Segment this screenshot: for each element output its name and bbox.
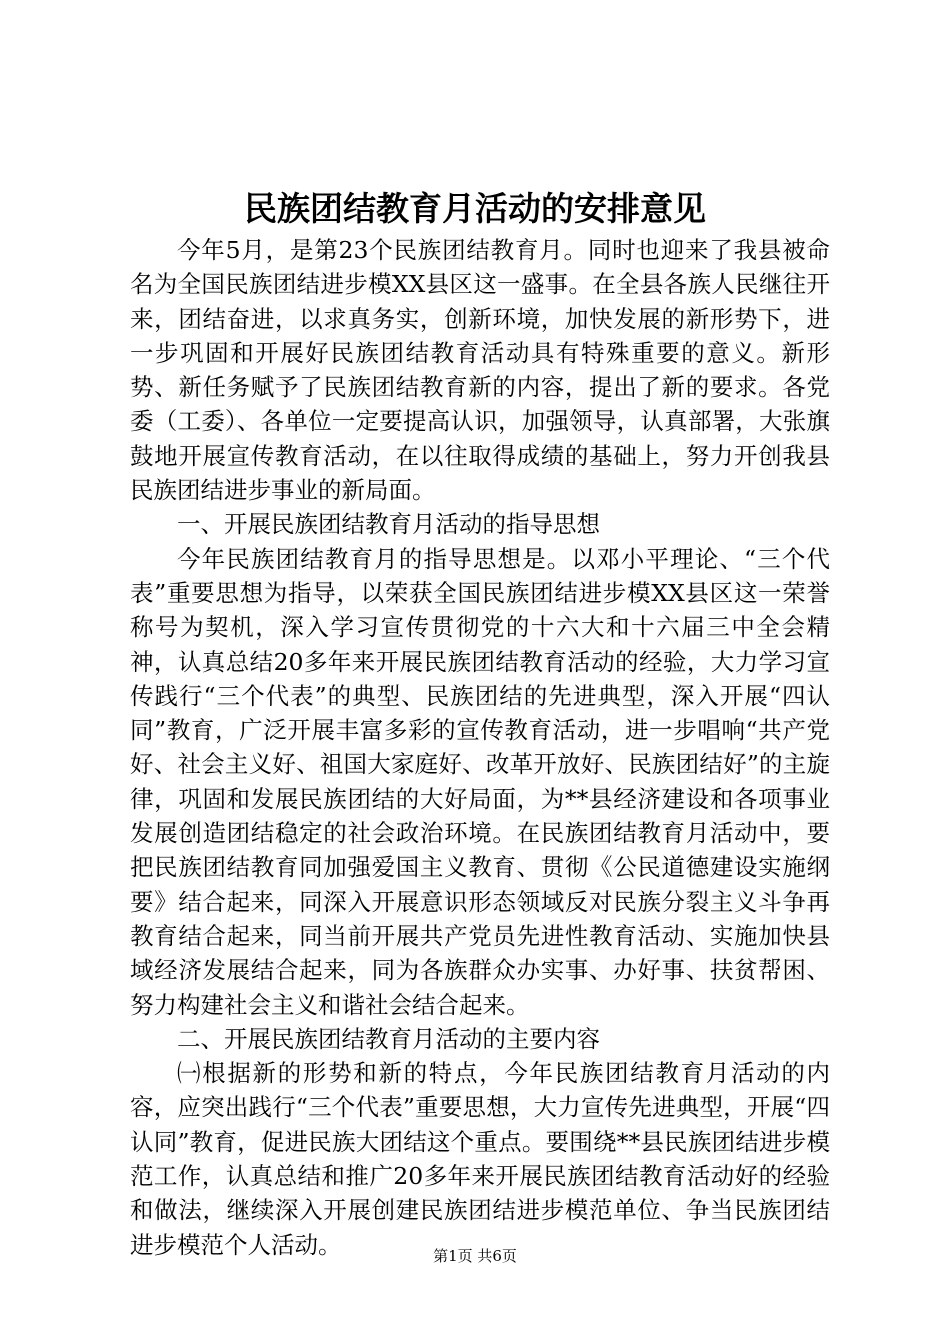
document-body xyxy=(130,233,830,1262)
section-heading-guiding-ideology: 一、开展民族团结教育月活动的指导思想 xyxy=(177,510,600,539)
guiding-ideology-paragraph: 今年民族团结教育月的指导思想是。以邓小平理论、“三个代表”重要思想为指导，以荣获全国民族团结进步模XX县区这一荣誉称号为契机，深入学习宣传贯彻党的十六大和十六届三中全会精神，认真总结20多年来开展民族团结教育活动的经验，大力学习宣传践行“三个代表”的典型、民族团结的先进典型，深入开展“四认同”教育，广泛开展丰富多彩的宣传教育活动，进一步唱响“共产党好、社会主义好、祖国大家庭好、改革开放好、民族团结好”的主旋律，巩固和发展民族团结的大好局面，为**县经济建设和各项事业发展创造团结稳定的社会政治环境。在民族团结教育月活动中，要把民族团结教育同加强爱国主义教育、贯彻《公民道德建设实施纲要》结合起来，同深入开展意识形态领域反对民族分裂主义斗争再教育结合起来，同当前开展共产党员先进性教育活动、实施加快县域经济发展结合起来，同为各族群众办实事、办好事、扶贫帮困、努力构建社会主义和谐社会结合起来。 xyxy=(130,544,830,1019)
intro-paragraph: 今年5月，是第23个民族团结教育月。同时也迎来了我县被命名为全国民族团结进步模XX县区这一盛事。在全县各族人民继往开来，团结奋进，以求真务实，创新环境，加快发展的新形势下，进一步巩固和开展好民族团结教育活动具有特殊重要的意义。新形势、新任务赋予了民族团结教育新的内容，提出了新的要求。各党委（工委）、各单位一定要提高认识，加强领导，认真部署，大张旗鼓地开展宣传教育活动，在以往取得成绩的基础上，努力开创我县民族团结进步事业的新局面。 xyxy=(130,236,830,505)
section-heading-main-content: 二、开展民族团结教育月活动的主要内容 xyxy=(177,1024,600,1053)
page-number-footer: 第1页 共6页 xyxy=(433,1247,517,1265)
document-title: 民族团结教育月活动的安排意见 xyxy=(244,189,706,228)
main-content-paragraph: ㈠根据新的形势和新的特点，今年民族团结教育月活动的内容，应突出践行“三个代表”重要思想，大力宣传先进典型，开展“四认同”教育，促进民族大团结这个重点。要围绕**县民族团结进步模范工作，认真总结和推广20多年来开展民族团结教育活动好的经验和做法，继续深入开展创建民族团结进步模范单位、争当民族团结进步模范个人活动。 xyxy=(130,1059,830,1259)
